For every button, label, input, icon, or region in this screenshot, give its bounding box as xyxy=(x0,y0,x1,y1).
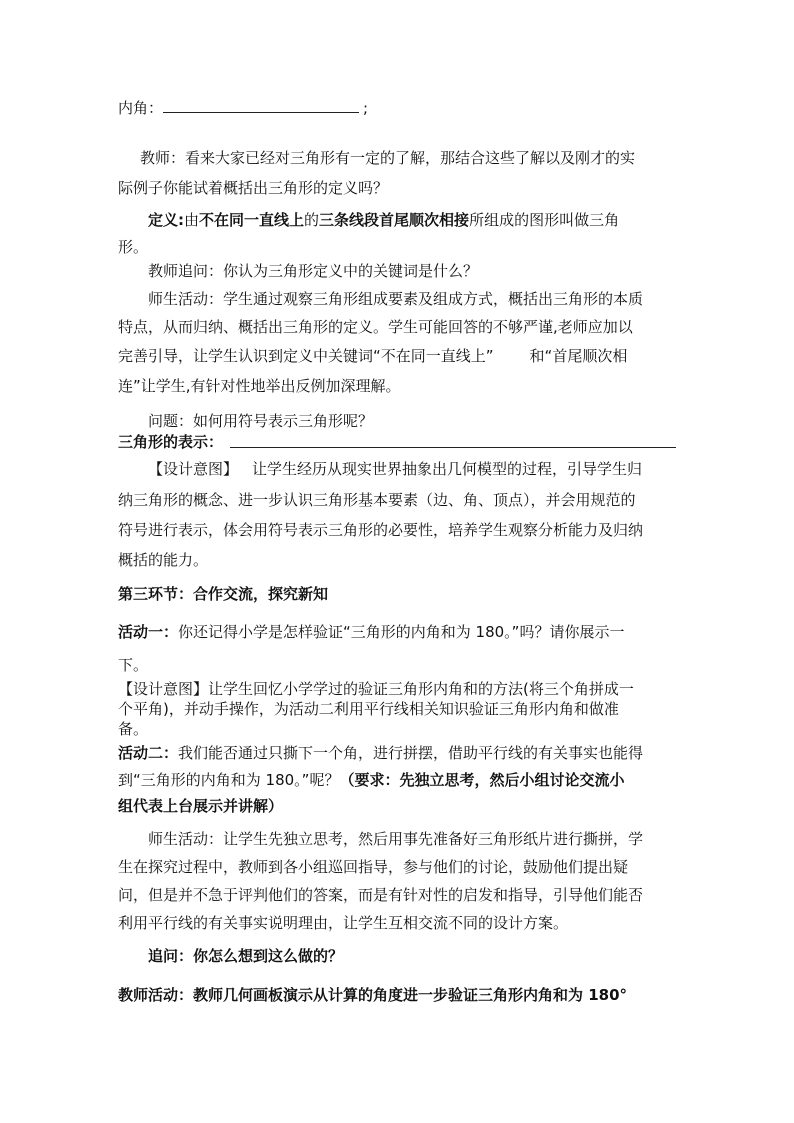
design-intent-line-4: 概括的能力。 xyxy=(118,551,209,569)
teacher-student-line-2: 生在探究过程中，教师到各小组巡回指导，参与他们的讨论，鼓励他们提出疑 xyxy=(118,858,629,876)
activity-one-text: 你还记得小学是怎样验证“三角形的内角和为 180。”吗？请你展示一 xyxy=(178,623,625,641)
activity-line-3a: 完善引导，让学生认识到定义中关键词“不在同一直线上” xyxy=(118,347,494,365)
definition-end: 形。 xyxy=(118,238,149,256)
activity-two-line-1 xyxy=(118,743,643,763)
interior-angle-label: 内角： xyxy=(118,99,164,117)
definition-keyword-2: 三条线段首尾顺次相接 xyxy=(319,211,470,229)
definition-label: 定义: xyxy=(148,211,184,229)
teacher-student-line-4: 利用平行线的有关事实说明理由，让学生互相交流不同的设计方案。 xyxy=(118,914,569,932)
teacher-student-line-1: 师生活动：让学生先独立思考，然后用事先准备好三角形纸片进行撕拼，学 xyxy=(148,830,644,848)
activity-line-2: 特点，从而归纳、概括出三角形的定义。学生可能回答的不够严谨,老师应加以 xyxy=(118,318,633,336)
activity-two-line-2 xyxy=(118,770,624,790)
activity-two-label: 活动二： xyxy=(118,744,179,762)
design-intent-tag: 【设计意图】 xyxy=(148,460,239,478)
section-3-heading: 第三环节：合作交流，探究新知 xyxy=(118,585,329,603)
interior-angle-blank[interactable] xyxy=(163,98,359,113)
design-intent-2-line-2: 个平角)，并动手操作，为活动二利用平行线相关知识验证三角形内角和做准 xyxy=(118,700,619,718)
representation-blank[interactable] xyxy=(230,447,676,448)
question-line: 问题：如何用符号表示三角形呢？ xyxy=(148,412,374,430)
interior-angle-end: ; xyxy=(363,99,369,117)
activity-line-3b: 和“首尾顺次相 xyxy=(529,347,628,365)
activity-two-requirement: （要求：先独立思考，然后小组讨论交流小 xyxy=(339,771,625,789)
design-intent-2-line-3: 备。 xyxy=(118,720,149,738)
definition-text-2: 的 xyxy=(304,211,320,229)
design-intent-line-1 xyxy=(148,459,642,479)
design-intent-text-1: 让学生经历从现实世界抽象出几何模型的过程，引导学生归 xyxy=(252,460,643,478)
teacher-line-2: 际例子你能试着概括出三角形的定义吗？ xyxy=(118,179,389,197)
activity-one-line-2: 下。 xyxy=(118,656,149,674)
activity-one-line-1 xyxy=(118,622,624,642)
activity-two-text-2: 到“三角形的内角和为 180。”呢？ xyxy=(118,771,340,789)
definition-keyword-1: 不在同一直线上 xyxy=(199,211,305,229)
teacher-followup: 教师追问：你认为三角形定义中的关键词是什么？ xyxy=(148,262,479,280)
activity-two-text-1: 我们能否通过只撕下一个角，进行拼摆，借助平行线的有关事实也能得 xyxy=(178,744,644,762)
activity-line-4: 连”让学生,有针对性地举出反例加深理解。 xyxy=(118,377,401,395)
definition-line xyxy=(148,210,619,230)
definition-text-1: 由 xyxy=(184,211,200,229)
design-intent-2-tag: 【设计意图】 xyxy=(118,680,209,698)
design-intent-line-3: 符号进行表示，体会用符号表示三角形的必要性，培养学生观察分析能力及归纳 xyxy=(118,521,644,539)
representation-label: 三角形的表示： xyxy=(118,433,224,451)
activity-one-label: 活动一： xyxy=(118,623,179,641)
teacher-activity-line: 教师活动：教师几何画板演示从计算的角度进一步验证三角形内角和为 180° xyxy=(118,986,628,1004)
followup-question: 追问：你怎么想到这么做的？ xyxy=(148,947,344,965)
teacher-line-1: 教师：看来大家已经对三角形有一定的了解，那结合这些了解以及刚才的实 xyxy=(140,149,636,167)
activity-line-3 xyxy=(118,346,627,366)
design-intent-line-2: 纳三角形的概念、进一步认识三角形基本要素（边、角、顶点），并会用规范的 xyxy=(118,491,636,509)
definition-text-3: 所组成的图形叫做三角 xyxy=(469,211,620,229)
teacher-student-line-3: 问，但是并不急于评判他们的答案，而是有针对性的启发和指导，引导他们能否 xyxy=(118,886,644,904)
design-intent-2-line-1 xyxy=(118,679,634,699)
activity-line-1: 师生活动：学生通过观察三角形组成要素及组成方式，概括出三角形的本质 xyxy=(148,290,644,308)
activity-two-line-3: 组代表上台展示并讲解） xyxy=(118,797,284,815)
design-intent-2-text-1: 让学生回忆小学学过的验证三角形内角和的方法(将三个角拼成一 xyxy=(208,680,634,698)
interior-angle-line xyxy=(118,98,368,118)
